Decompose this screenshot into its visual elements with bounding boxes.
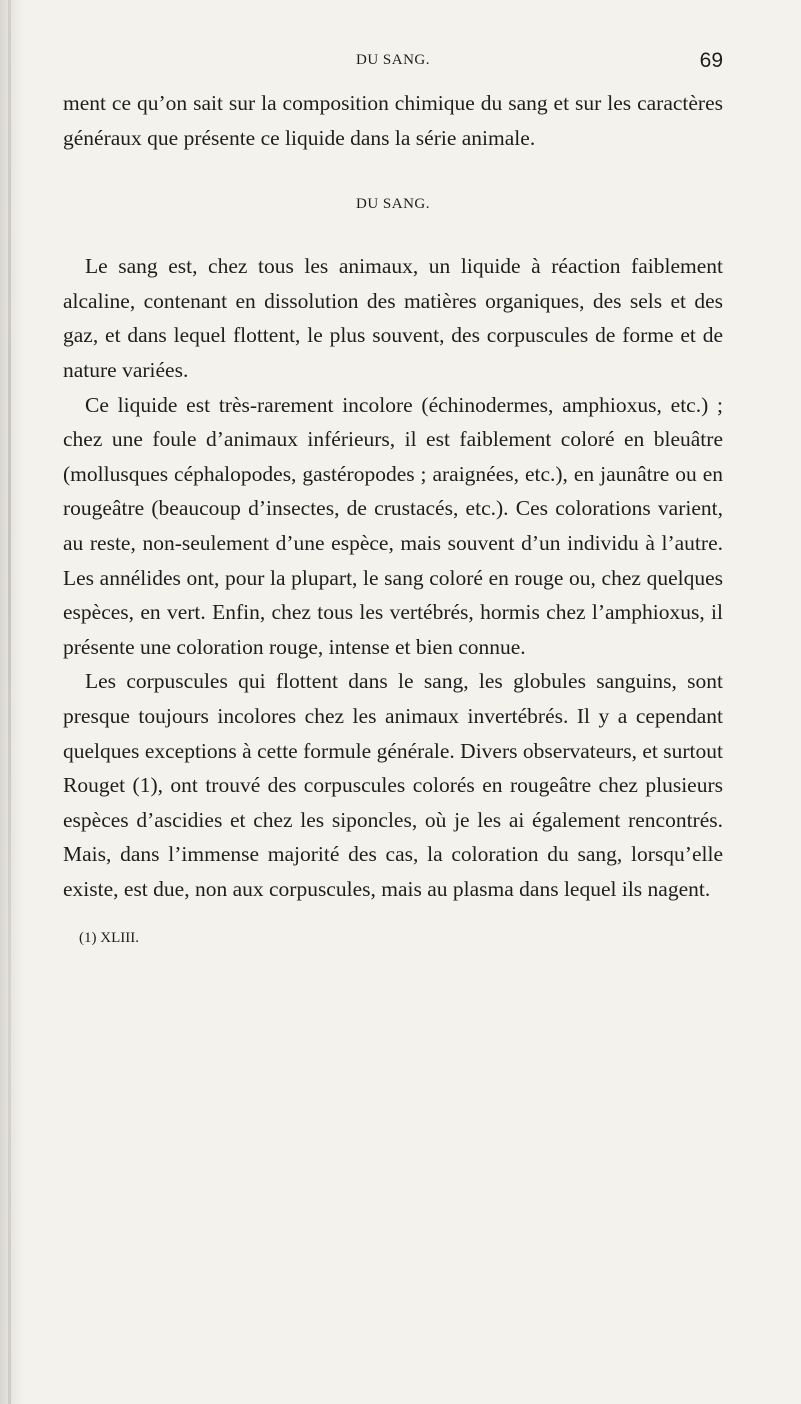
running-head: [63, 49, 723, 86]
continuation-paragraph: ment ce qu’on sait sur la composition chimique du sang et sur les caractères généraux que présente ce liquide dans la série animale.: [63, 91, 723, 150]
running-title: DU SANG.: [355, 52, 430, 68]
page-number: 69: [699, 49, 723, 72]
footnote: (1) XLIII.: [79, 930, 139, 947]
body-text: [63, 86, 723, 906]
page-gutter-shadow: [0, 0, 26, 1404]
binding-edge: [8, 0, 11, 1404]
paragraph: Ce liquide est très-rarement incolore (échinodermes, amphioxus, etc.) ; chez une foule d’animaux inférieurs, il est faiblement coloré en bleuâtre (mollusques céphalopodes, gastéropodes ; araignées, etc.), en jaunâtre ou en rougeâtre (beaucoup d’insectes, de crustacés, etc.). Ces colorations varient, au reste, non-seulement d’une espèce, mais souvent d’un individu à l’autre. Les annélides ont, pour la plupart, le sang coloré en rouge ou, chez quelques espèces, en vert. Enfin, chez tous les vertébrés, hormis chez l’amphioxus, il présente une coloration rouge, intense et bien connue.: [63, 392, 723, 659]
paragraph: Les corpuscules qui flottent dans le sang, les globules sanguins, sont presque toujours incolores chez les animaux invertébrés. Il y a cependant quelques exceptions à cette formule générale. Divers observateurs, et surtout Rouget (1), ont trouvé des corpuscules colorés en rougeâtre chez plusieurs espèces d’ascidies et chez les siponcles, où je les ai également rencontrés. Mais, dans l’immense majorité des cas, la coloration du sang, lorsqu’elle existe, est due, non aux corpuscules, mais au plasma dans lequel ils nagent.: [63, 669, 723, 901]
book-page: [63, 49, 723, 948]
section-title: DU SANG.: [355, 196, 430, 213]
paragraph: Le sang est, chez tous les animaux, un liquide à réaction faiblement alcaline, contenant en dissolution des matières organiques, des sels et des gaz, et dans lequel flottent, le plus souvent, des corpuscules de forme et de nature variées.: [63, 254, 723, 382]
